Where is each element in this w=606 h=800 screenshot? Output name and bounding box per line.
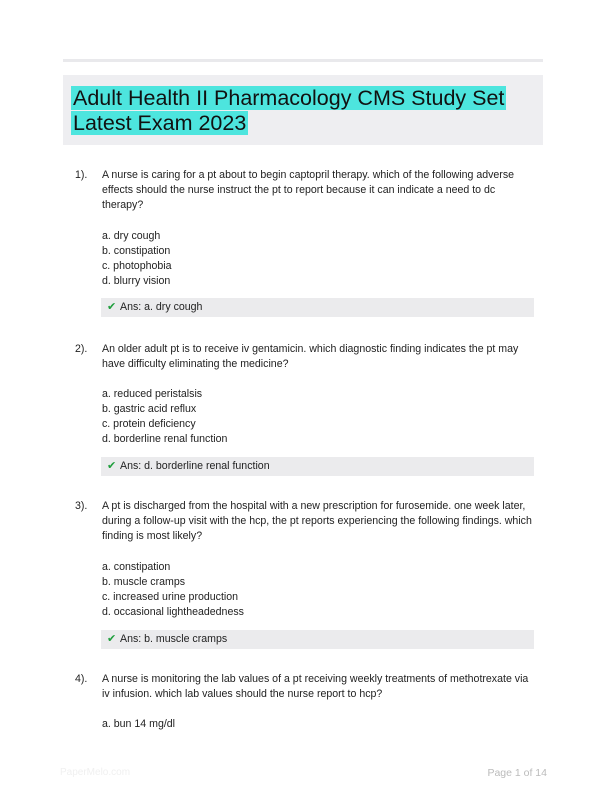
option-c: c. photophobia <box>102 260 172 272</box>
page-title <box>71 86 541 136</box>
option-a: a. reduced peristalsis <box>102 388 203 400</box>
option-d: d. blurry vision <box>102 275 171 287</box>
option-d: d. occasional lightheadedness <box>102 606 244 618</box>
question-text: A nurse is monitoring the lab values of a pt receiving weekly treatments of methotrexate via iv infusion. which lab values should the nurse report to hcp? <box>102 673 529 700</box>
answer-text: Ans: b. muscle cramps <box>120 633 228 645</box>
question-number: 1). <box>75 169 88 181</box>
page-title-line-2: Latest Exam 2023 <box>73 111 247 135</box>
option-list <box>102 387 227 447</box>
question-number: 4). <box>75 673 88 685</box>
answer-box <box>101 457 534 476</box>
option-list <box>102 229 172 289</box>
option-a: a. dry cough <box>102 230 161 242</box>
option-a: a. constipation <box>102 561 171 573</box>
option-a: a. bun 14 mg/dl <box>102 718 176 730</box>
question-number: 2). <box>75 343 88 355</box>
footer-watermark: PaperMelo.com <box>60 767 131 778</box>
option-list <box>102 717 175 732</box>
option-b: b. gastric acid reflux <box>102 403 197 415</box>
question-text: An older adult pt is to receive iv gentamicin. which diagnostic finding indicates the pt may have difficulty eliminating the medicine? <box>102 343 519 370</box>
question-number: 3). <box>75 500 88 512</box>
option-b: b. constipation <box>102 245 171 257</box>
page-number: Page 1 of 14 <box>487 767 547 779</box>
top-divider <box>63 59 543 62</box>
option-d: d. borderline renal function <box>102 433 228 445</box>
option-c: c. protein deficiency <box>102 418 196 430</box>
option-c: c. increased urine production <box>102 591 239 603</box>
check-icon: ✔ <box>107 301 117 313</box>
option-b: b. muscle cramps <box>102 576 186 588</box>
answer-box <box>101 630 534 649</box>
answer-text: Ans: a. dry cough <box>120 301 203 313</box>
page-title-line-1: Adult Health II Pharmacology CMS Study Set <box>73 86 505 110</box>
question-text: A pt is discharged from the hospital with a new prescription for furosemide. one week later, during a follow-up visit with the hcp, the pt reports experiencing the following findings. which finding is most likely? <box>102 500 532 542</box>
check-icon: ✔ <box>107 460 117 472</box>
question-text: A nurse is caring for a pt about to begin captopril therapy. which of the following adverse effects should the nurse instruct the pt to report because it can indicate a need to dc therapy? <box>102 169 515 211</box>
option-list <box>102 560 244 620</box>
answer-text: Ans: d. borderline renal function <box>120 460 270 472</box>
answer-box <box>101 298 534 317</box>
check-icon: ✔ <box>107 633 117 645</box>
